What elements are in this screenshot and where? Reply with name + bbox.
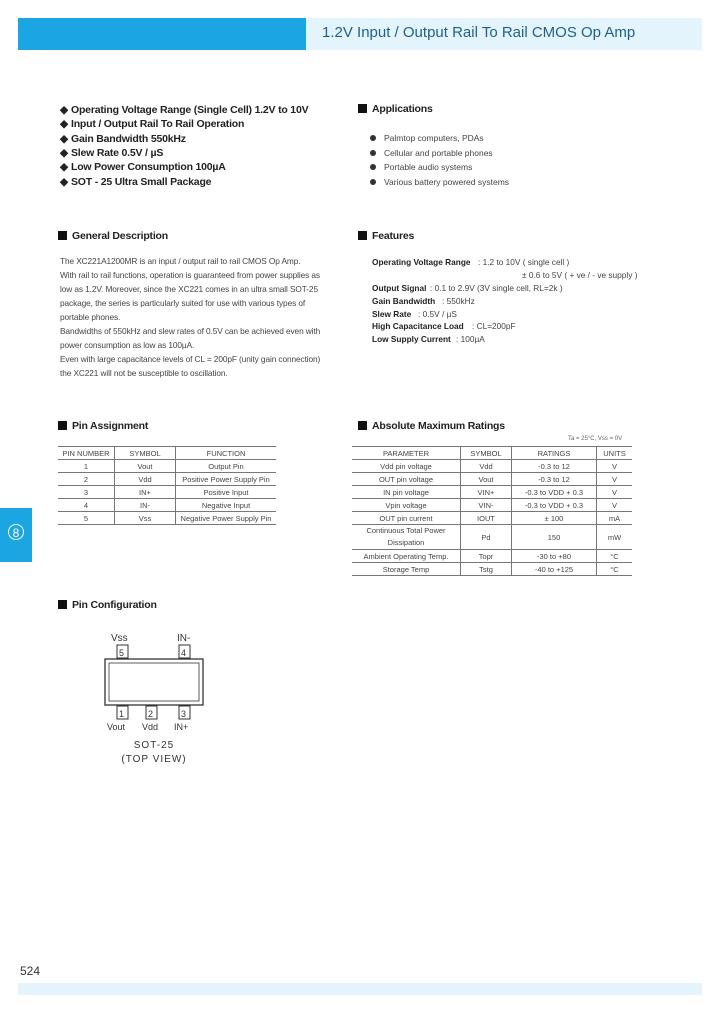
feature-value: : 550kHz [442,296,475,306]
square-icon [58,231,67,240]
pin-label-vss: Vss [111,633,128,644]
table-header-row: PIN NUMBER SYMBOL FUNCTION [58,447,276,460]
highlight-item: ◆ SOT - 25 Ultra Small Package [60,176,212,188]
bullet-icon [370,179,376,185]
abs-max-heading: Absolute Maximum Ratings [358,420,505,432]
table-row: 5 Vss Negative Power Supply Pin [58,512,276,525]
highlight-item: ◆ Slew Rate 0.5V / µS [60,147,164,159]
square-icon [358,231,367,240]
diamond-icon: ◆ [60,161,68,173]
table-row: IN pin voltage VIN+ -0.3 to VDD + 0.3 V [352,486,632,499]
diamond-icon: ◆ [60,133,68,145]
highlight-item: ◆ Input / Output Rail To Rail Operation [60,118,245,130]
bullet-icon [370,135,376,141]
pin-config-heading: Pin Configuration [58,599,157,611]
highlight-item: ◆ Low Power Consumption 100µA [60,161,226,173]
feature-label: Operating Voltage Range [372,257,471,267]
table-row: Continuous Total Power Dissipation Pd 150 mW [352,525,632,550]
feature-value: : 0.5V / µS [418,309,457,319]
table-row: Vdd pin voltage Vdd -0.3 to 12 V [352,460,632,473]
sot25-package-diagram [90,628,220,768]
table-header-row: PARAMETER SYMBOL RATINGS UNITS [352,447,632,460]
features-heading: Features [358,230,414,242]
table-row: OUT pin voltage Vout -0.3 to 12 V [352,473,632,486]
diamond-icon: ◆ [60,176,68,188]
bullet-icon [370,150,376,156]
highlight-item: ◆ Operating Voltage Range (Single Cell) 1.2V to 10V [60,104,309,116]
diamond-icon: ◆ [60,147,68,159]
square-icon [358,421,367,430]
application-item: Various battery powered systems [370,177,509,187]
pin-number-2: 2 [148,709,154,719]
feature-value: : 1.2 to 10V ( single cell ) [478,257,570,267]
feature-value: : CL=200pF [472,321,516,331]
page-number: 524 [20,964,41,978]
description-text: The XC221A1200MR is an input / output rail to rail CMOS Op Amp. With rail to rail functions, operation is guaranteed from power supplies as low as 1.2V. Moreover, since the XC221 comes in an ultra small SOT-25 package, the series is particularly suited for use with various types of portable phones. Bandwidths of 550kHz and slew rates of 0.5V can be achieved even with power consumption as low as 100µA. Even with large capacitance levels of CL = 200pF (unity gain connection) the XC221 will not be susceptible to oscillation. [60,256,321,378]
pin-label-in-plus: IN+ [174,722,189,732]
square-icon [58,421,67,430]
general-description-heading: General Description [58,230,168,242]
header-accent-bar [18,18,306,50]
square-icon [358,104,367,113]
pin-number-1: 1 [119,709,125,719]
bullet-icon [370,164,376,170]
table-row: Storage Temp Tstg -40 to +125 °C [352,563,632,576]
feature-label: Low Supply Current [372,334,451,344]
pin-label-in-minus: IN- [177,633,191,644]
package-body [105,659,203,705]
application-item: Cellular and portable phones [370,148,493,158]
pin-label-vout: Vout [107,722,126,732]
package-name: SOT-25 [133,740,175,751]
pin-assignment-table [58,446,276,525]
feature-label: Output Signal [372,283,427,293]
application-item: Portable audio systems [370,162,472,172]
feature-value: : 0.1 to 2.9V (3V single cell, RL=2k ) [430,283,563,293]
table-row: 1 Vout Output Pin [58,460,276,473]
table-row: OUT pin current IOUT ± 100 mA [352,512,632,525]
pin-label-vdd: Vdd [142,722,159,732]
pin-number-4: 4 [181,648,187,658]
feature-label: High Capacitance Load [372,321,464,331]
table-row: Ambient Operating Temp. Topr -30 to +80 °C [352,550,632,563]
square-icon [58,600,67,609]
diamond-icon: ◆ [60,104,68,116]
rating-conditions: Ta = 25°C, Vss = 0V [568,436,623,442]
table-row: 2 Vdd Positive Power Supply Pin [58,473,276,486]
pin-assignment-heading: Pin Assignment [58,420,148,432]
footer-bar [18,983,702,995]
table-row: 4 IN- Negative Input [58,499,276,512]
page-title: 1.2V Input / Output Rail To Rail CMOS Op Amp [322,24,636,41]
pin-number-3: 3 [181,709,187,719]
diamond-icon: ◆ [60,118,68,130]
table-row: 3 IN+ Positive Input [58,486,276,499]
applications-heading: Applications [358,103,433,115]
application-item: Palmtop computers, PDAs [370,133,484,143]
feature-value: : 100µA [456,334,485,344]
table-row: Vpin voltage VIN- -0.3 to VDD + 0.3 V [352,499,632,512]
abs-max-table [352,446,632,576]
feature-value: ± 0.6 to 5V ( + ve / - ve supply ) [522,270,638,280]
chapter-number: 8 [8,524,24,540]
feature-label: Slew Rate [372,309,412,319]
feature-label: Gain Bandwidth [372,296,436,306]
highlight-item: ◆ Gain Bandwidth 550kHz [60,133,186,145]
pin-number-5: 5 [119,648,125,658]
view-label: (TOP VIEW) [121,754,187,765]
